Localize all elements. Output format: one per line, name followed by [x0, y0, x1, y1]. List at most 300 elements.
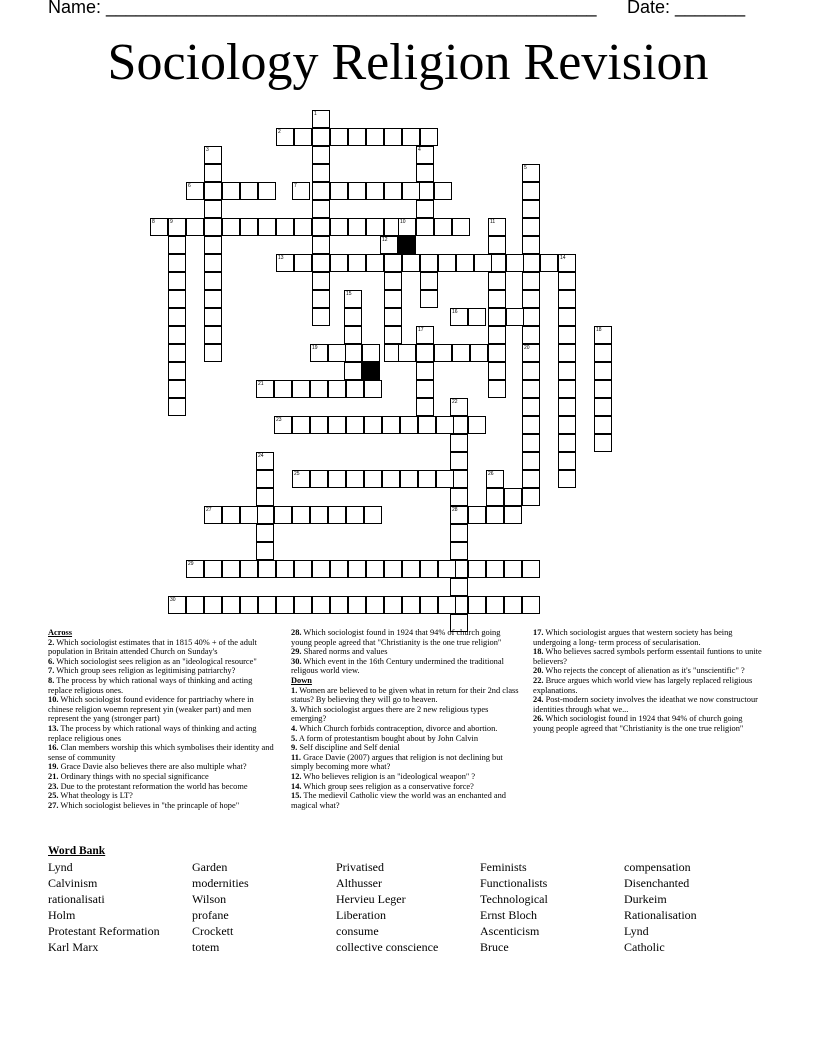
grid-cell[interactable] — [504, 488, 522, 506]
grid-cell[interactable] — [204, 560, 222, 578]
grid-cell[interactable] — [522, 308, 540, 326]
grid-cell[interactable] — [434, 344, 452, 362]
clue-text: The process by which rational ways of thinking and acting replace religious ones — [48, 723, 257, 743]
grid-cell[interactable] — [312, 596, 330, 614]
grid-cell[interactable] — [222, 182, 240, 200]
grid-cell[interactable] — [312, 110, 330, 128]
grid-cell[interactable] — [366, 254, 384, 272]
grid-cell[interactable] — [400, 416, 418, 434]
grid-cell[interactable] — [486, 488, 504, 506]
grid-cell[interactable] — [558, 452, 576, 470]
grid-cell[interactable] — [256, 470, 274, 488]
grid-cell[interactable] — [594, 326, 612, 344]
word-bank-column — [624, 859, 697, 955]
grid-cell[interactable] — [330, 182, 348, 200]
grid-cell[interactable] — [558, 470, 576, 488]
grid-cell[interactable] — [416, 164, 434, 182]
clue-number: 11 — [490, 219, 496, 225]
word-bank-word: Ascenticism — [480, 924, 540, 938]
grid-cell[interactable] — [522, 398, 540, 416]
word-bank — [48, 845, 768, 954]
word-bank-word: consume — [336, 924, 379, 938]
grid-cell[interactable] — [420, 290, 438, 308]
grid-cell[interactable] — [366, 596, 384, 614]
grid-cell[interactable] — [292, 470, 310, 488]
grid-cell[interactable] — [312, 164, 330, 182]
grid-cell[interactable] — [594, 416, 612, 434]
across-clue — [48, 743, 276, 762]
grid-cell[interactable] — [522, 236, 540, 254]
grid-cell[interactable] — [420, 254, 438, 272]
grid-cell[interactable] — [486, 560, 504, 578]
clue-text: Which sociologist found in 1924 that 94% of church going young people agreed that "Christianity is the one true religion" — [533, 714, 744, 733]
word-bank-title: Word Bank — [48, 845, 106, 857]
clue-number: 12 — [382, 237, 388, 243]
grid-cell[interactable] — [312, 560, 330, 578]
grid-cell[interactable] — [384, 254, 402, 272]
grid-cell[interactable] — [416, 326, 434, 344]
grid-cell[interactable] — [416, 200, 434, 218]
grid-cell[interactable] — [558, 398, 576, 416]
grid-cell[interactable] — [168, 380, 186, 398]
grid-cell[interactable] — [522, 290, 540, 308]
grid-cell[interactable] — [382, 470, 400, 488]
grid-cell[interactable] — [294, 254, 312, 272]
grid-cell[interactable] — [488, 290, 506, 308]
grid-cell[interactable] — [416, 380, 434, 398]
grid-cell[interactable] — [186, 596, 204, 614]
grid-cell[interactable] — [240, 596, 258, 614]
grid-cell[interactable] — [594, 362, 612, 380]
grid-cell[interactable] — [274, 380, 292, 398]
date-field-label[interactable]: Date: _______ — [627, 0, 746, 17]
grid-cell[interactable] — [312, 200, 330, 218]
grid-cell[interactable] — [364, 470, 382, 488]
grid-cell[interactable] — [486, 506, 504, 524]
word-bank-word: Rationalisation — [624, 908, 697, 922]
grid-cell[interactable] — [522, 488, 540, 506]
grid-cell[interactable] — [522, 200, 540, 218]
grid-cell[interactable] — [468, 308, 486, 326]
grid-cell[interactable] — [558, 434, 576, 452]
grid-cell[interactable] — [294, 596, 312, 614]
grid-cell[interactable] — [204, 506, 222, 524]
down-clue — [291, 772, 519, 782]
grid-cell[interactable] — [402, 128, 420, 146]
grid-cell[interactable] — [594, 434, 612, 452]
grid-cell[interactable] — [294, 560, 312, 578]
clue-number: 26 — [488, 471, 494, 477]
grid-cell[interactable] — [168, 218, 186, 236]
grid-cell[interactable] — [310, 470, 328, 488]
grid-cell[interactable] — [204, 254, 222, 272]
grid-cell[interactable] — [594, 398, 612, 416]
grid-cell[interactable] — [240, 218, 258, 236]
grid-cell[interactable] — [558, 380, 576, 398]
grid-cell[interactable] — [168, 362, 186, 380]
grid-cell[interactable] — [330, 218, 348, 236]
grid-cell[interactable] — [328, 344, 346, 362]
grid-cell[interactable] — [486, 596, 504, 614]
grid-cell[interactable] — [204, 272, 222, 290]
grid-cell[interactable] — [558, 344, 576, 362]
clues-column-3 — [533, 628, 763, 734]
grid-cell[interactable] — [274, 416, 292, 434]
grid-cell[interactable] — [384, 560, 402, 578]
grid-cell[interactable] — [312, 290, 330, 308]
grid-cell[interactable] — [168, 272, 186, 290]
grid-cell[interactable] — [522, 470, 540, 488]
grid-cell[interactable] — [468, 560, 486, 578]
word-bank-column — [480, 859, 548, 955]
grid-cell[interactable] — [384, 182, 402, 200]
clue-number: 28. — [291, 628, 302, 637]
grid-cell[interactable] — [346, 470, 364, 488]
grid-cell[interactable] — [436, 470, 454, 488]
grid-cell[interactable] — [558, 362, 576, 380]
grid-cell[interactable] — [522, 596, 540, 614]
grid-cell[interactable] — [276, 560, 294, 578]
grid-cell[interactable] — [328, 416, 346, 434]
grid-cell[interactable] — [258, 218, 276, 236]
grid-cell[interactable] — [310, 416, 328, 434]
grid-cell[interactable] — [450, 452, 468, 470]
clue-number: 15. — [291, 791, 302, 801]
grid-cell[interactable] — [222, 218, 240, 236]
grid-cell[interactable] — [328, 506, 346, 524]
name-field-label[interactable]: Name: _________________________________________________ — [48, 0, 597, 17]
grid-cell[interactable] — [186, 218, 204, 236]
grid-cell[interactable] — [488, 272, 506, 290]
grid-cell[interactable] — [312, 254, 330, 272]
grid-cell[interactable] — [522, 560, 540, 578]
grid-cell[interactable] — [420, 272, 438, 290]
grid-cell[interactable] — [402, 596, 420, 614]
grid-cell[interactable] — [256, 488, 274, 506]
grid-cell[interactable] — [384, 272, 402, 290]
grid-cell[interactable] — [330, 128, 348, 146]
grid-cell[interactable] — [416, 218, 434, 236]
grid-cell[interactable] — [186, 182, 204, 200]
grid-cell[interactable] — [468, 596, 486, 614]
across-clue — [48, 724, 276, 743]
clue-text: Which Church forbids contraception, divorce and abortion. — [297, 723, 498, 733]
grid-cell[interactable] — [150, 218, 168, 236]
grid-cell[interactable] — [488, 344, 506, 362]
grid-cell[interactable] — [364, 506, 382, 524]
grid-cell[interactable] — [420, 596, 438, 614]
grid-cell[interactable] — [402, 560, 420, 578]
clue-number: 5. — [291, 733, 298, 743]
grid-cell[interactable] — [522, 272, 540, 290]
grid-cell[interactable] — [474, 254, 492, 272]
grid-cell[interactable] — [348, 254, 366, 272]
clue-number: 19. — [48, 762, 59, 772]
grid-cell[interactable] — [468, 506, 486, 524]
grid-cell[interactable] — [312, 128, 330, 146]
grid-cell[interactable] — [594, 344, 612, 362]
grid-cell[interactable] — [436, 416, 454, 434]
grid-cell[interactable] — [330, 560, 348, 578]
grid-cell[interactable] — [450, 506, 468, 524]
grid-cell[interactable] — [204, 146, 222, 164]
grid-cell[interactable] — [240, 506, 258, 524]
grid-cell[interactable] — [384, 596, 402, 614]
grid-cell[interactable] — [330, 596, 348, 614]
down-clue — [291, 743, 519, 753]
clue-number: 14 — [560, 255, 566, 261]
grid-cell[interactable] — [452, 344, 470, 362]
clue-number: 7. — [48, 666, 55, 676]
grid-cell[interactable] — [310, 506, 328, 524]
grid-cell[interactable] — [204, 308, 222, 326]
grid-cell[interactable] — [402, 182, 420, 200]
grid-cell[interactable] — [346, 380, 364, 398]
grid-cell[interactable] — [522, 344, 540, 362]
grid-cell[interactable] — [488, 236, 506, 254]
grid-cell[interactable] — [204, 326, 222, 344]
grid-cell[interactable] — [450, 578, 468, 596]
grid-cell[interactable] — [558, 326, 576, 344]
grid-cell[interactable] — [204, 182, 222, 200]
grid-cell[interactable] — [222, 560, 240, 578]
grid-cell[interactable] — [488, 308, 506, 326]
grid-cell[interactable] — [292, 416, 310, 434]
across-clue — [48, 772, 276, 782]
grid-cell[interactable] — [240, 182, 258, 200]
grid-cell[interactable] — [240, 560, 258, 578]
grid-cell[interactable] — [522, 434, 540, 452]
grid-cell[interactable] — [456, 254, 474, 272]
down-clue — [291, 705, 519, 724]
grid-cell[interactable] — [540, 254, 558, 272]
grid-cell[interactable] — [438, 596, 456, 614]
grid-cell[interactable] — [380, 236, 398, 254]
grid-cell[interactable] — [488, 380, 506, 398]
grid-cell[interactable] — [384, 290, 402, 308]
grid-cell[interactable] — [366, 560, 384, 578]
grid-cell[interactable] — [418, 416, 436, 434]
across-clue — [48, 657, 276, 667]
word-bank-column — [48, 859, 160, 955]
grid-cell[interactable] — [204, 218, 222, 236]
grid-cell[interactable] — [168, 290, 186, 308]
grid-cell[interactable] — [506, 308, 524, 326]
grid-cell[interactable] — [348, 128, 366, 146]
grid-cell[interactable] — [204, 236, 222, 254]
grid-cell[interactable] — [274, 506, 292, 524]
grid-cell[interactable] — [468, 416, 486, 434]
grid-cell[interactable] — [346, 506, 364, 524]
grid-cell[interactable] — [204, 290, 222, 308]
grid-cell[interactable] — [328, 470, 346, 488]
grid-cell[interactable] — [416, 362, 434, 380]
grid-cell[interactable] — [292, 380, 310, 398]
grid-cell[interactable] — [276, 218, 294, 236]
grid-cell[interactable] — [398, 344, 416, 362]
clue-text: Self discipline and Self denial — [297, 743, 400, 753]
grid-cell[interactable] — [348, 560, 366, 578]
grid-cell[interactable] — [420, 560, 438, 578]
clue-text: Who believes sacred symbols perform essentail funtions to unite believers? — [533, 647, 762, 666]
grid-cell[interactable] — [522, 182, 540, 200]
grid-cell[interactable] — [344, 326, 362, 344]
grid-cell[interactable] — [204, 596, 222, 614]
grid-cell[interactable] — [344, 290, 362, 308]
grid-cell[interactable] — [222, 596, 240, 614]
grid-cell[interactable] — [294, 218, 312, 236]
grid-cell[interactable] — [310, 380, 328, 398]
black-square — [398, 236, 416, 254]
grid-cell[interactable] — [506, 254, 524, 272]
grid-cell[interactable] — [276, 128, 294, 146]
grid-cell[interactable] — [450, 398, 468, 416]
grid-cell[interactable] — [450, 542, 468, 560]
grid-cell[interactable] — [312, 218, 330, 236]
grid-cell[interactable] — [420, 128, 438, 146]
grid-cell[interactable] — [416, 146, 434, 164]
grid-cell[interactable] — [348, 182, 366, 200]
grid-cell[interactable] — [398, 218, 416, 236]
grid-cell[interactable] — [256, 380, 274, 398]
grid-cell[interactable] — [204, 344, 222, 362]
grid-cell[interactable] — [558, 308, 576, 326]
grid-cell[interactable] — [256, 506, 274, 524]
word-bank-word: Ernst Bloch — [480, 908, 537, 922]
clue-number: 27. — [48, 800, 59, 810]
grid-cell[interactable] — [276, 254, 294, 272]
grid-cell[interactable] — [450, 524, 468, 542]
grid-cell[interactable] — [522, 362, 540, 380]
grid-cell[interactable] — [488, 362, 506, 380]
grid-cell[interactable] — [522, 218, 540, 236]
grid-cell[interactable] — [330, 254, 348, 272]
grid-cell[interactable] — [522, 452, 540, 470]
grid-cell[interactable] — [258, 596, 276, 614]
grid-cell[interactable] — [310, 344, 328, 362]
clue-text: Clan members worship this which symbolises their identity and sense of community — [48, 743, 274, 762]
grid-cell[interactable] — [292, 182, 310, 200]
grid-cell[interactable] — [522, 416, 540, 434]
grid-cell[interactable] — [522, 164, 540, 182]
grid-cell[interactable] — [256, 524, 274, 542]
grid-cell[interactable] — [366, 218, 384, 236]
grid-cell[interactable] — [486, 470, 504, 488]
grid-cell[interactable] — [558, 416, 576, 434]
clue-number: 1 — [314, 111, 317, 117]
grid-cell[interactable] — [256, 452, 274, 470]
grid-cell[interactable] — [504, 506, 522, 524]
grid-cell[interactable] — [384, 326, 402, 344]
grid-cell[interactable] — [450, 488, 468, 506]
grid-cell[interactable] — [312, 236, 330, 254]
grid-cell[interactable] — [168, 344, 186, 362]
grid-cell[interactable] — [488, 326, 506, 344]
grid-cell[interactable] — [258, 560, 276, 578]
clue-number: 29 — [188, 561, 194, 567]
grid-cell[interactable] — [450, 308, 468, 326]
grid-cell[interactable] — [364, 380, 382, 398]
grid-cell[interactable] — [168, 308, 186, 326]
grid-cell[interactable] — [384, 308, 402, 326]
grid-cell[interactable] — [438, 254, 456, 272]
grid-cell[interactable] — [168, 236, 186, 254]
grid-cell[interactable] — [312, 272, 330, 290]
grid-cell[interactable] — [504, 560, 522, 578]
grid-cell[interactable] — [362, 344, 380, 362]
grid-cell[interactable] — [382, 416, 400, 434]
grid-cell[interactable] — [168, 326, 186, 344]
page-title: Sociology Religion Revision — [107, 34, 709, 91]
grid-cell[interactable] — [292, 506, 310, 524]
grid-cell[interactable] — [434, 218, 452, 236]
grid-cell[interactable] — [416, 344, 434, 362]
grid-cell[interactable] — [168, 254, 186, 272]
grid-cell[interactable] — [344, 362, 362, 380]
grid-cell[interactable] — [366, 128, 384, 146]
across-clue — [48, 801, 276, 811]
word-bank-word: Lynd — [48, 860, 73, 874]
grid-cell[interactable] — [558, 272, 576, 290]
grid-cell[interactable] — [222, 506, 240, 524]
grid-cell[interactable] — [470, 344, 488, 362]
grid-cell[interactable] — [328, 380, 346, 398]
grid-cell[interactable] — [488, 218, 506, 236]
grid-cell[interactable] — [256, 542, 274, 560]
grid-cell[interactable] — [558, 290, 576, 308]
clue-text: The process by which rational ways of thinking and acting replace religious ones. — [48, 675, 253, 695]
grid-cell[interactable] — [452, 218, 470, 236]
grid-cell[interactable] — [258, 182, 276, 200]
word-bank-word: Althusser — [336, 876, 382, 890]
grid-cell[interactable] — [348, 218, 366, 236]
grid-cell[interactable] — [504, 596, 522, 614]
grid-cell[interactable] — [344, 344, 362, 362]
grid-cell[interactable] — [450, 434, 468, 452]
grid-cell[interactable] — [312, 146, 330, 164]
grid-cell[interactable] — [204, 164, 222, 182]
grid-cell[interactable] — [522, 254, 540, 272]
grid-cell[interactable] — [366, 182, 384, 200]
grid-cell[interactable] — [344, 308, 362, 326]
grid-cell[interactable] — [522, 380, 540, 398]
grid-cell[interactable] — [168, 398, 186, 416]
grid-cell[interactable] — [312, 308, 330, 326]
grid-cell[interactable] — [168, 596, 186, 614]
clue-text: Which sociologist found in 1924 that 94% of church going young people agreed that "Christianity is the one true religion" — [291, 628, 502, 647]
word-bank-word: Catholic — [624, 940, 665, 954]
grid-cell[interactable] — [400, 470, 418, 488]
grid-cell[interactable] — [204, 200, 222, 218]
grid-cell[interactable] — [434, 182, 452, 200]
grid-cell[interactable] — [522, 326, 540, 344]
grid-cell[interactable] — [364, 416, 382, 434]
grid-cell[interactable] — [416, 398, 434, 416]
grid-cell[interactable] — [402, 254, 420, 272]
grid-cell[interactable] — [418, 470, 436, 488]
grid-cell[interactable] — [594, 380, 612, 398]
grid-cell[interactable] — [438, 560, 456, 578]
grid-cell[interactable] — [294, 128, 312, 146]
grid-cell[interactable] — [384, 128, 402, 146]
grid-cell[interactable] — [348, 596, 366, 614]
grid-cell[interactable] — [558, 254, 576, 272]
down-clue — [291, 782, 519, 792]
grid-cell[interactable] — [276, 596, 294, 614]
grid-cell[interactable] — [312, 182, 330, 200]
grid-cell[interactable] — [346, 416, 364, 434]
grid-cell[interactable] — [186, 560, 204, 578]
